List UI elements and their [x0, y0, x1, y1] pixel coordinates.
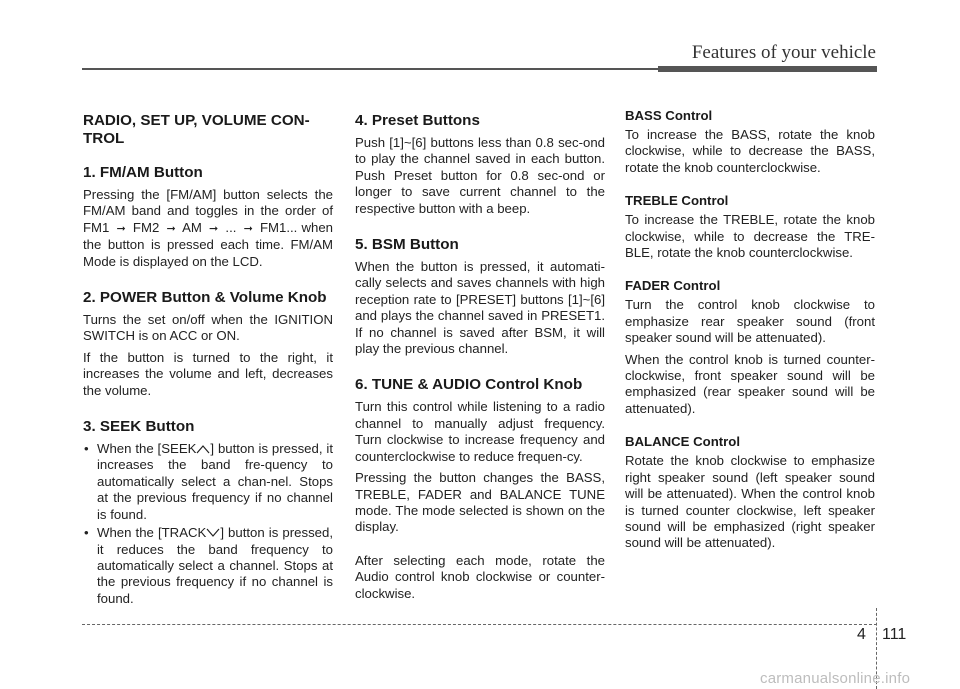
paragraph-bass: To increase the BASS, rotate the knob clockwise, while to decrease the BASS, rotate the knob counterclockwise. [625, 127, 875, 175]
paragraph-balance: Rotate the knob clockwise to emphasize right speaker sound (left speaker sound will be attenuated). When the control knob is turned counter clockwise, left speaker sound will be emphasized (right speaker sound will be attenuated). [625, 453, 875, 551]
heading-fader-control: FADER Control [625, 278, 721, 294]
right-arrow-icon: ➞ [209, 222, 219, 235]
chevron-down-icon [206, 528, 220, 538]
fmam-dots: ... [225, 219, 237, 235]
watermark-text: carmanualsonline.info [760, 670, 911, 687]
fmam-fm2: FM2 [132, 219, 160, 235]
heading-fmam-button: 1. FM/AM Button [83, 164, 203, 181]
right-arrow-icon: ➞ [166, 222, 176, 235]
paragraph-preset: Push [1]~[6] buttons less than 0.8 sec-ond to play the channel saved in each button. Push Preset button for 0.8 sec-ond or longer to save current channel to the respective button with a beep. [355, 135, 605, 216]
heading-preset-buttons: 4. Preset Buttons [355, 112, 480, 129]
heading-bsm-button: 5. BSM Button [355, 236, 459, 254]
section-main-title: RADIO, SET UP, VOLUME CON-TROL [83, 112, 310, 147]
right-arrow-icon: ➞ [243, 222, 253, 235]
paragraph-tune-2: Pressing the button changes the BASS, TREBLE, FADER and BALANCE TUNE mode. The mode selected is shown on the display. [355, 470, 605, 535]
heading-tune-audio-knob: 6. TUNE & AUDIO Control Knob [355, 376, 583, 394]
column-3 [625, 108, 875, 557]
bullet-seek [83, 441, 333, 523]
paragraph-treble: To increase the TREBLE, rotate the knob clockwise, while to decrease the TRE-BLE, rotate the knob counterclockwise. [625, 212, 875, 261]
heading-balance-control: BALANCE Control [625, 434, 741, 450]
paragraph-tune-3: After selecting each mode, rotate the Audio control knob clockwise or counter-clockwise. [355, 552, 605, 601]
track-text-a: When the [TRACK [97, 525, 207, 541]
paragraph-power-1: Turns the set on/off when the IGNITION SWITCH is on ACC or ON. [83, 312, 333, 344]
paragraph-power-2: If the button is turned to the right, it increases the volume and left, decreases the volume. [83, 349, 333, 398]
header-rule-accent [658, 66, 877, 72]
seek-text-b: ] button is pressed, it increases the band fre-quency to automatically select a chan-nel. Stops at the previous frequency if no channel is found. [97, 441, 333, 522]
fmam-text-b: FM1... when the button is pressed each time. FM/AM Mode is displayed on the LCD. [83, 219, 333, 269]
heading-seek-button: 3. SEEK Button [83, 418, 195, 436]
footer-rule [82, 624, 877, 625]
paragraph-bsm: When the button is pressed, it automati-cally selects and saves channels with high reception rate to [PRESET] buttons [1]~[6] and plays the channel saved in PRESET1. If no channel is saved after BSM, it will play the previous channel. [355, 259, 605, 357]
heading-treble-control: TREBLE Control [625, 193, 729, 209]
paragraph-fmam [83, 187, 333, 270]
paragraph-fader-2: When the control knob is turned counter-clockwise, front speaker sound will be emphasized (rear speaker sound will be attenuated). [625, 351, 875, 416]
column-2 [355, 112, 605, 607]
chevron-up-icon [196, 444, 210, 454]
chapter-number: 4 [857, 626, 866, 643]
track-text-b: ] button is pressed, it reduces the band frequency to automatically select a channel. Stops at the previous frequency if no channel is found. [97, 525, 333, 606]
paragraph-fader-1: Turn the control knob clockwise to emphasize rear speaker sound (front speaker sound will be attenuated). [625, 297, 875, 346]
fmam-am: AM [182, 219, 202, 235]
page-number: 111 [882, 626, 907, 643]
bullet-track [83, 525, 333, 607]
heading-power-button: 2. POWER Button & Volume Knob [83, 289, 327, 307]
fmam-text-a: Pressing the [FM/AM] button selects the FM/AM band and toggles in the order of FM1 [83, 187, 333, 235]
right-arrow-icon: ➞ [116, 222, 126, 235]
header-title: Features of your vehicle [691, 42, 876, 63]
paragraph-tune-1: Turn this control while listening to a radio channel to manually adjust frequency. Turn clockwise to increase frequency and counterclockwise to reduce frequen-cy. [355, 399, 605, 464]
seek-text-a: When the [SEEK [97, 441, 197, 457]
heading-bass-control: BASS Control [625, 108, 713, 123]
column-1 [83, 112, 333, 609]
